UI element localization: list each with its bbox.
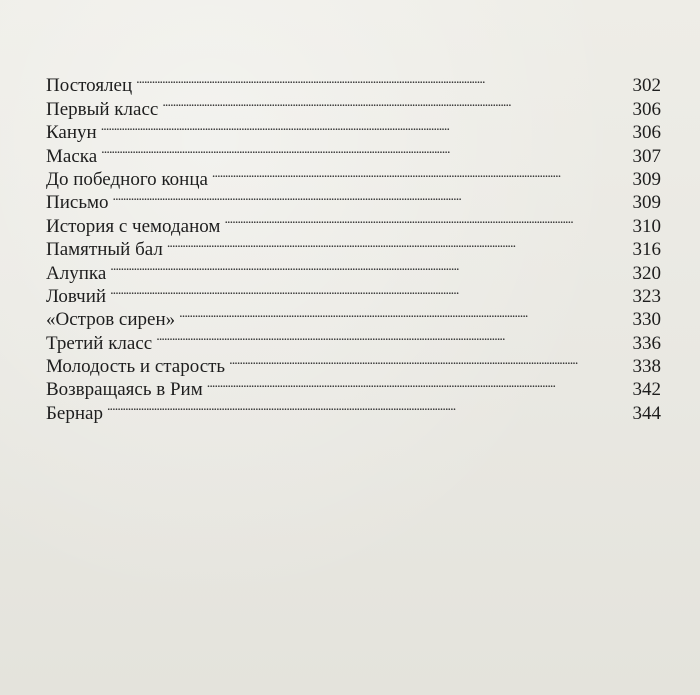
toc-entry-title: Алупка (46, 262, 107, 284)
toc-entry-title: Канун (46, 122, 97, 144)
dot-leader (101, 138, 624, 161)
toc-entry-page-number: 302 (632, 75, 661, 97)
dot-leader (207, 372, 624, 395)
toc-entry-title: До победного конца (46, 168, 208, 190)
dot-leader (179, 302, 624, 325)
toc-entry-page-number: 330 (632, 309, 661, 331)
toc-entry-page-number: 342 (632, 379, 661, 401)
toc-entry (46, 138, 661, 167)
toc-entry-title: Бернар (46, 402, 103, 424)
dot-leader (162, 91, 624, 114)
toc-entry-title: «Остров сирен» (46, 309, 176, 331)
toc-entry (46, 208, 661, 237)
dot-leader (229, 349, 624, 372)
toc-entry-page-number: 316 (632, 239, 661, 261)
toc-entry-page-number: 309 (632, 168, 661, 190)
toc-entry (46, 302, 661, 331)
toc-entry-title: История с чемоданом (46, 215, 221, 237)
toc-entry-page-number: 309 (632, 192, 661, 214)
toc-entry-title: Постоялец (46, 75, 133, 97)
dot-leader (110, 279, 624, 302)
toc-entry-title: Молодость и старость (46, 356, 226, 378)
toc-entry-page-number: 307 (632, 145, 661, 167)
dot-leader (113, 185, 624, 208)
toc-entry (46, 162, 661, 190)
toc-entry (46, 395, 661, 424)
toc-entry (46, 115, 661, 144)
dot-leader (101, 115, 624, 138)
dot-leader (110, 255, 624, 278)
toc-entry-page-number: 306 (632, 122, 661, 144)
toc-entry-title: Возвращаясь в Рим (46, 379, 203, 401)
toc-entry-title: Письмо (46, 192, 109, 214)
toc-entry (46, 91, 661, 120)
toc-entry-page-number: 336 (632, 332, 661, 354)
toc-entry (46, 68, 661, 97)
toc-entry-page-number: 310 (632, 215, 661, 237)
toc-entry-page-number: 320 (632, 262, 661, 284)
dot-leader (156, 325, 624, 348)
toc-entry-title: Первый класс (46, 98, 159, 120)
table-of-contents (46, 68, 661, 424)
dot-leader (212, 162, 624, 185)
toc-entry-page-number: 344 (632, 402, 661, 424)
dot-leader (224, 208, 624, 231)
toc-entry-page-number: 338 (632, 356, 661, 378)
toc-entry-title: Третий класс (46, 332, 153, 354)
dot-leader (136, 68, 624, 91)
toc-entry-page-number: 306 (632, 98, 661, 120)
dot-leader (167, 232, 624, 255)
toc-entry-title: Ловчий (46, 285, 107, 307)
toc-entry-page-number: 323 (632, 285, 661, 307)
dot-leader (107, 395, 624, 418)
toc-entry (46, 255, 661, 284)
toc-entry-title: Памятный бал (46, 239, 163, 261)
toc-entry-title: Маска (46, 145, 98, 167)
toc-entry (46, 279, 661, 307)
toc-entry (46, 185, 661, 214)
